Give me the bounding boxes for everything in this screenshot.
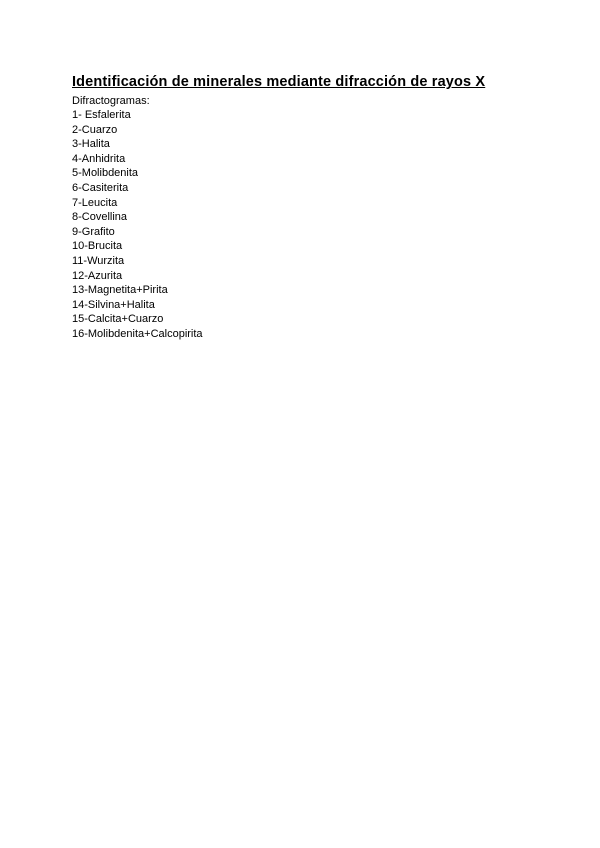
list-item: 3-Halita	[72, 138, 110, 151]
list-item: 7-Leucita	[72, 196, 118, 209]
list-item: 12-Azurita	[72, 269, 123, 282]
document-title: Identificación de minerales mediante difracción de rayos X	[72, 74, 486, 90]
list-item: 11-Wurzita	[72, 254, 125, 267]
list-item: 1- Esfalerita	[72, 109, 131, 121]
list-item: 14-Silvina+Halita	[72, 298, 155, 311]
list-item: 16-Molibdenita+Calcopirita	[72, 327, 203, 340]
diffractogram-list	[72, 108, 203, 342]
list-item: 2-Cuarzo	[72, 123, 118, 136]
list-item: 13-Magnetita+Pirita	[72, 284, 168, 297]
list-item: 9-Grafito	[72, 225, 115, 238]
list-item: 5-Molibdenita	[72, 167, 139, 180]
list-item: 8-Covellina	[72, 211, 128, 224]
diffractogram-heading: Difractogramas:	[72, 95, 150, 107]
list-item: 10-Brucita	[72, 240, 123, 253]
list-item: 15-Calcita+Cuarzo	[72, 313, 164, 326]
list-item: 6-Casiterita	[72, 181, 129, 194]
list-item: 4-Anhidrita	[72, 152, 126, 165]
